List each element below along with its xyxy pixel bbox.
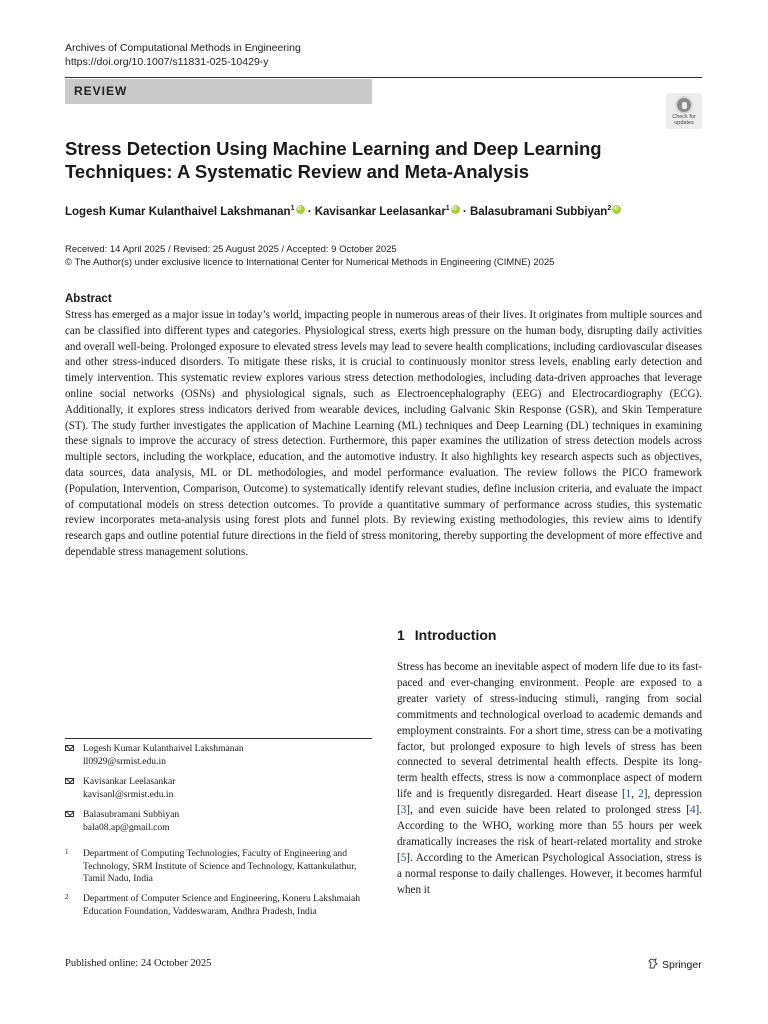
- affiliation-marker: 1: [290, 205, 295, 213]
- contact-name: Kavisankar Leelasankar: [83, 776, 176, 787]
- section-title: Introduction: [414, 627, 497, 643]
- section-number: 1: [397, 627, 405, 643]
- affiliation-entry: [65, 893, 365, 933]
- author-name[interactable]: Logesh Kumar Kulanthaivel Lakshmanan: [65, 206, 291, 218]
- publisher-name: Springer: [662, 959, 702, 971]
- envelope-icon: [65, 811, 74, 817]
- citation-link[interactable]: 1: [625, 788, 632, 801]
- affiliation-text: Department of Computer Science and Engineering, Koneru Lakshmaiah Education Foundation, Vaddeswaram, Andhra Pradesh, India: [83, 893, 361, 917]
- contact-entry: [65, 809, 180, 834]
- author-name[interactable]: Kavisankar Leelasankar: [314, 206, 446, 218]
- doi-link[interactable]: https://doi.org/10.1007/s11831-025-10429-y: [65, 56, 269, 68]
- author-name[interactable]: Balasubramani Subbiyan: [469, 206, 608, 218]
- orcid-icon[interactable]: [296, 205, 305, 214]
- contact-email[interactable]: bala08.ap@gmail.com: [83, 821, 170, 833]
- abstract-heading: Abstract: [65, 293, 112, 305]
- paper-title: [65, 137, 685, 183]
- copyright-line: © The Author(s) under exclusive licence to International Center for Numerical Methods in Engineering (CIMNE) 2025: [65, 257, 555, 268]
- author-list: [65, 205, 621, 218]
- intro-text: ,: [631, 788, 639, 801]
- affiliation-entry: [65, 848, 365, 888]
- citation-link[interactable]: 3: [400, 804, 407, 817]
- title-line-1: Stress Detection Using Machine Learning and Deep Learning: [65, 138, 602, 159]
- contact-entry: [65, 776, 176, 801]
- intro-text: ]. According to the WHO, working more than 55 hours per week dramatically increases the risk of heart-related mortality and stroke [: [397, 804, 702, 864]
- orcid-icon[interactable]: [612, 205, 621, 214]
- intro-paragraph: [397, 660, 702, 899]
- intro-heading: [397, 627, 496, 643]
- abstract-text: Stress has emerged as a major issue in today’s world, impacting people in numerous areas of their lives. It originates from multiple sources and can be classified into different types and categories. Physiological stress, exerts high pressure on the human body, disrupting daily activities and overall well-being. Prolonged exposure to elevated stress levels may lead to severe health complications, including cardiovascular diseases and other stress-induced disorders. To mitigate these risks, it is crucial to continuously monitor stress levels, enabling early detection and timely intervention. This systematic review explores various stress detection methodologies, including data-driven approaches that leverage online social networks (OSNs) and physiological signals, such as Electroencephalography (EEG) and Electrocardiography (ECG). Additionally, it explores stress indicators derived from wearable devices, including Galvanic Skin Response (GSR), and Skin Temperature (ST). The study further investigates the application of Machine Learning (ML) techniques and Deep Learning (DL) techniques in examining these signals to improve the accuracy of stress detection. Furthermore, this paper examines the utilization of stress detection models across multiple sectors, including the workplace, education, and the automotive industry. It also highlights key research aspects such as objectives, data sources, data analysis, ML or DL methodologies, and model performance evaluation. The review follows the PICO framework (Population, Intervention, Comparison, Outcome) to systematically identify relevant studies, define inclusion criteria, and evaluate the impact of computational models on stress detection outcomes. To provide a quantitative summary of performance across studies, this systematic review incorporates meta-analysis using forest plots and funnel plots. By reviewing existing methodologies, this review aims to identify research gaps and outline potential future directions in the field of stress monitoring, thereby supporting the development of more effective and dependable stress management solutions.: [65, 309, 702, 558]
- envelope-icon: [65, 745, 74, 751]
- contact-email[interactable]: ll0929@srmist.edu.in: [83, 755, 166, 767]
- contact-email[interactable]: kavisanl@srmist.edu.in: [83, 788, 174, 800]
- affiliation-number: 1: [65, 848, 69, 856]
- affiliation-marker: 1: [445, 205, 450, 213]
- published-online: Published online: 24 October 2025: [65, 958, 212, 969]
- citation-link[interactable]: 5: [400, 851, 407, 864]
- check-for-updates-badge[interactable]: [666, 93, 702, 129]
- publisher-logo: [648, 958, 702, 971]
- section-bar: [65, 79, 372, 104]
- contact-name: Balasubramani Subbiyan: [83, 809, 180, 820]
- springer-horse-icon: [648, 958, 658, 969]
- citation-link[interactable]: 2: [638, 788, 644, 801]
- affiliation-marker: 2: [607, 205, 612, 213]
- intro-text: Stress has become an inevitable aspect of modern life due to its fast-paced and ever-changing environment. People are exposed to a greater variety of stress-inducing stimuli, ranging from social commitments and technological overload to academic demands and employment constraints. For a short time, stress can be a motivating factor, but prolonged exposure to high levels of stress has been connected to several detrimental health effects. Despite its long-term health effects, stress is now a commonplace aspect of modern life and is frequently disregarded. Heart disease [: [397, 661, 702, 801]
- author-separator: ·: [459, 206, 470, 218]
- intro-text: ]. According to the American Psychological Association, stress is a normal response to daily challenges. However, it becomes harmful when it: [397, 851, 702, 896]
- bookmark-icon: [675, 96, 693, 114]
- footnote-rule: [65, 738, 372, 739]
- contact-name: Logesh Kumar Kulanthaivel Lakshmanan: [83, 743, 244, 754]
- journal-name: Archives of Computational Methods in Engineering: [65, 42, 301, 54]
- orcid-icon[interactable]: [451, 205, 460, 214]
- affiliation-text: Department of Computing Technologies, Faculty of Engineering and Technology, SRM Institute of Science and Technology, Kattankulathur, Tamil Nadu, India: [83, 848, 357, 884]
- history-dates: Received: 14 April 2025 / Revised: 25 August 2025 / Accepted: 9 October 2025: [65, 244, 397, 255]
- intro-text: ], and even suicide have been related to prolonged stress [: [406, 804, 690, 817]
- contact-entry: [65, 743, 244, 768]
- envelope-icon: [65, 778, 74, 784]
- publication-dates: [65, 243, 554, 269]
- section-label: REVIEW: [74, 84, 128, 98]
- journal-header: [65, 41, 301, 69]
- citation-link[interactable]: 4: [689, 804, 696, 817]
- affiliation-number: 2: [65, 893, 69, 901]
- check-for-updates-label: Check for updates: [672, 114, 696, 126]
- header-rule: [65, 77, 702, 78]
- author-separator: ·: [304, 206, 315, 218]
- title-line-2: Techniques: A Systematic Review and Meta-Analysis: [65, 161, 530, 182]
- intro-text: ], depression [: [397, 788, 702, 817]
